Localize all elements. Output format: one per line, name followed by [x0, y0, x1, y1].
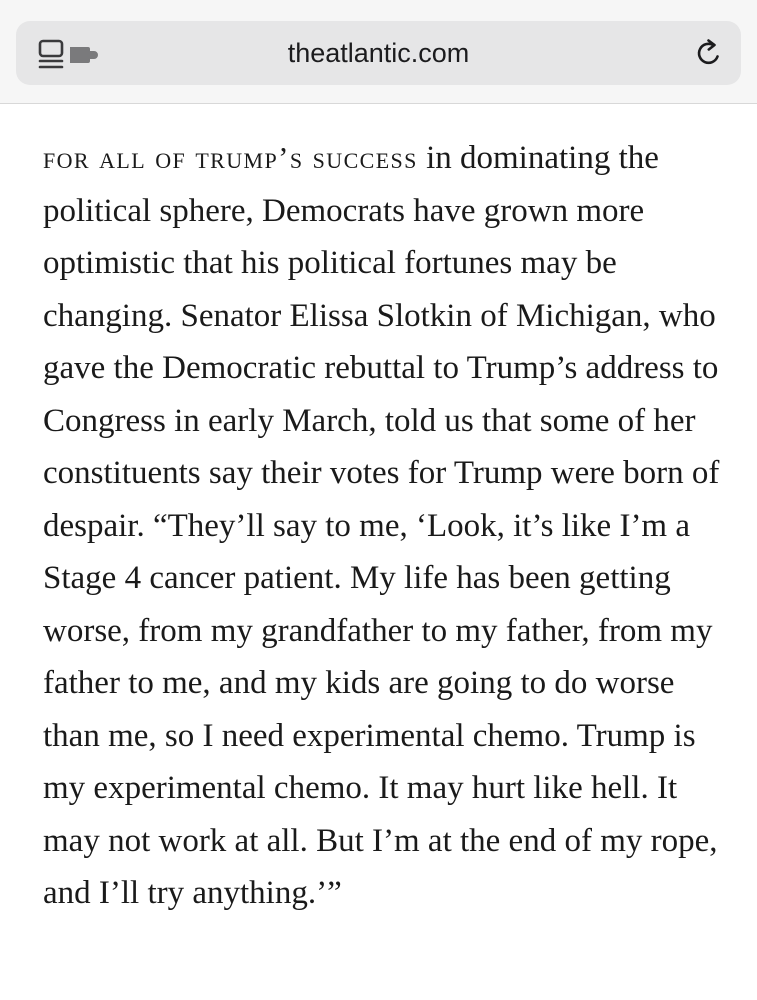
browser-toolbar: [0, 0, 757, 104]
article-body: in dominating the political sphere, Democrats have grown more optimistic that his political fortunes may be changing. Senator Elissa Slotkin of Michigan, who gave the Democratic rebuttal to Trump’s address to Congress in early March, told us that some of her constituents say their votes for Trump were born of despair. “They’ll say to me, ‘Look, it’s like I’m a Stage 4 cancer patient. My life has been getting worse, from my grandfather to my father, from my father to me, and my kids are going to do worse than me, so I need experimental chemo. Trump is my experimental chemo. It may hurt like hell. It may not work at all. But I’m at the end of my rope, and I’ll try anything.’”: [43, 140, 720, 911]
url-domain[interactable]: theatlantic.com: [287, 38, 470, 68]
reload-icon[interactable]: [693, 37, 725, 69]
article-paragraph: [43, 132, 723, 920]
address-bar[interactable]: [16, 21, 741, 85]
article-lead-in: for all of trump’s success: [43, 140, 418, 175]
